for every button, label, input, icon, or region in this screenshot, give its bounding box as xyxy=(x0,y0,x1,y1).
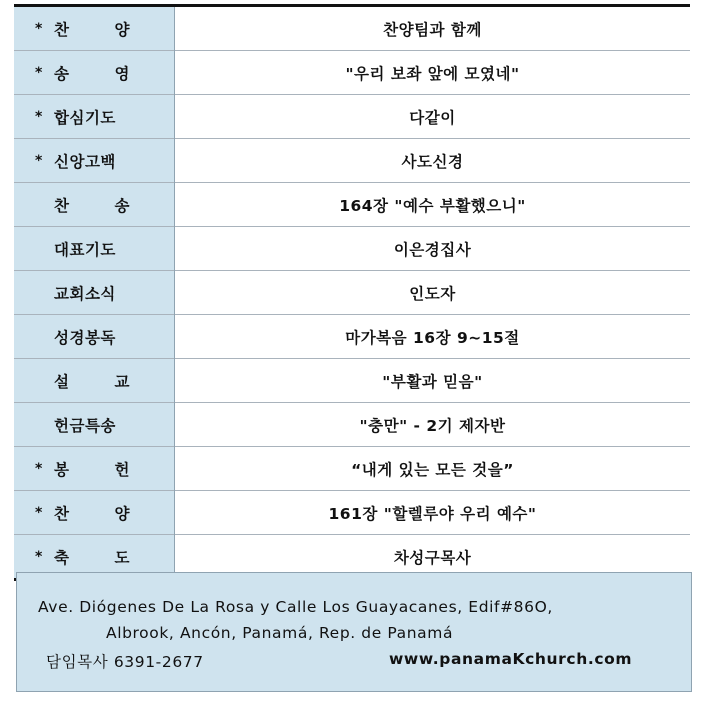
order-value: 다같이 xyxy=(175,95,691,139)
order-label-cell xyxy=(14,183,175,227)
order-row xyxy=(14,95,690,139)
order-row xyxy=(14,315,690,359)
order-value: "충만" - 2기 제자반 xyxy=(175,403,691,447)
website-link[interactable]: www.panamaKchurch.com xyxy=(389,650,633,668)
order-label-part: 봉 xyxy=(54,460,70,479)
order-row xyxy=(14,271,690,315)
order-row xyxy=(14,227,690,271)
order-label xyxy=(54,18,130,40)
order-label xyxy=(54,106,116,128)
order-label-cell xyxy=(14,271,175,315)
order-label-part: 헌 xyxy=(114,460,130,479)
order-label-part: 성경봉독 xyxy=(54,328,116,347)
order-label-part: 교 xyxy=(114,372,130,391)
required-marker: * xyxy=(35,460,43,477)
pastor-phone: 담임목사 6391-2677 xyxy=(46,653,204,671)
order-row xyxy=(14,447,690,491)
required-marker: * xyxy=(35,108,43,125)
order-value: 164장 "예수 부활했으니" xyxy=(175,183,691,227)
required-marker: * xyxy=(35,548,43,565)
order-of-worship-body xyxy=(14,6,690,580)
order-value: 인도자 xyxy=(175,271,691,315)
order-label-cell xyxy=(14,403,175,447)
order-label-cell xyxy=(14,447,175,491)
order-label-part: 송 xyxy=(114,196,130,215)
required-marker: * xyxy=(35,504,43,521)
order-value: 이은경집사 xyxy=(175,227,691,271)
order-label-cell xyxy=(14,139,175,183)
order-row xyxy=(14,51,690,95)
order-label-cell xyxy=(14,359,175,403)
address-line-2: Albrook, Ancón, Panamá, Rep. de Panamá xyxy=(106,624,454,642)
order-value: "우리 보좌 앞에 모였네" xyxy=(175,51,691,95)
order-label-part: 찬 xyxy=(54,196,70,215)
order-label-part: 축 xyxy=(54,548,70,567)
order-label-cell xyxy=(14,315,175,359)
order-of-worship-table xyxy=(14,4,690,581)
order-label-part: 찬 xyxy=(54,504,70,523)
order-row xyxy=(14,6,690,51)
order-label xyxy=(54,502,130,524)
order-value: 161장 "할렐루야 우리 예수" xyxy=(175,491,691,535)
order-label xyxy=(54,546,130,568)
order-value: 사도신경 xyxy=(175,139,691,183)
order-row xyxy=(14,403,690,447)
order-label xyxy=(54,458,130,480)
order-label xyxy=(54,326,116,348)
order-row xyxy=(14,139,690,183)
order-label-part: 도 xyxy=(114,548,130,567)
order-label xyxy=(54,414,116,436)
order-label-part: 송 xyxy=(54,64,70,83)
order-label-part: 대표기도 xyxy=(54,240,116,259)
required-marker: * xyxy=(35,20,43,37)
order-label xyxy=(54,370,130,392)
order-label xyxy=(54,238,116,260)
order-label-part: 양 xyxy=(114,20,130,39)
order-value: 마가복음 16장 9~15절 xyxy=(175,315,691,359)
order-label-part: 교회소식 xyxy=(54,284,116,303)
order-label-part: 신앙고백 xyxy=(54,152,116,171)
order-label-cell xyxy=(14,51,175,95)
order-row xyxy=(14,183,690,227)
order-row xyxy=(14,491,690,535)
order-label-part: 합심기도 xyxy=(54,108,116,127)
order-label-cell xyxy=(14,227,175,271)
order-label xyxy=(54,282,116,304)
required-marker: * xyxy=(35,152,43,169)
order-label xyxy=(54,194,130,216)
order-label xyxy=(54,62,130,84)
order-value: 찬양팀과 함께 xyxy=(175,6,691,51)
order-value: 차성구목사 xyxy=(175,535,691,580)
order-value: "부활과 믿음" xyxy=(175,359,691,403)
order-label-part: 설 xyxy=(54,372,70,391)
order-label xyxy=(54,150,116,172)
order-label-part: 영 xyxy=(114,64,130,83)
order-label-cell xyxy=(14,95,175,139)
order-label-part: 헌금특송 xyxy=(54,416,116,435)
order-label-cell xyxy=(14,6,175,51)
order-label-cell xyxy=(14,491,175,535)
church-info-footer xyxy=(16,572,692,692)
order-value: “내게 있는 모든 것을” xyxy=(175,447,691,491)
order-row xyxy=(14,359,690,403)
address-line-1: Ave. Diógenes De La Rosa y Calle Los Guayacanes, Edif#86O, xyxy=(38,598,553,616)
order-label-part: 찬 xyxy=(54,20,70,39)
order-label-part: 양 xyxy=(114,504,130,523)
required-marker: * xyxy=(35,64,43,81)
